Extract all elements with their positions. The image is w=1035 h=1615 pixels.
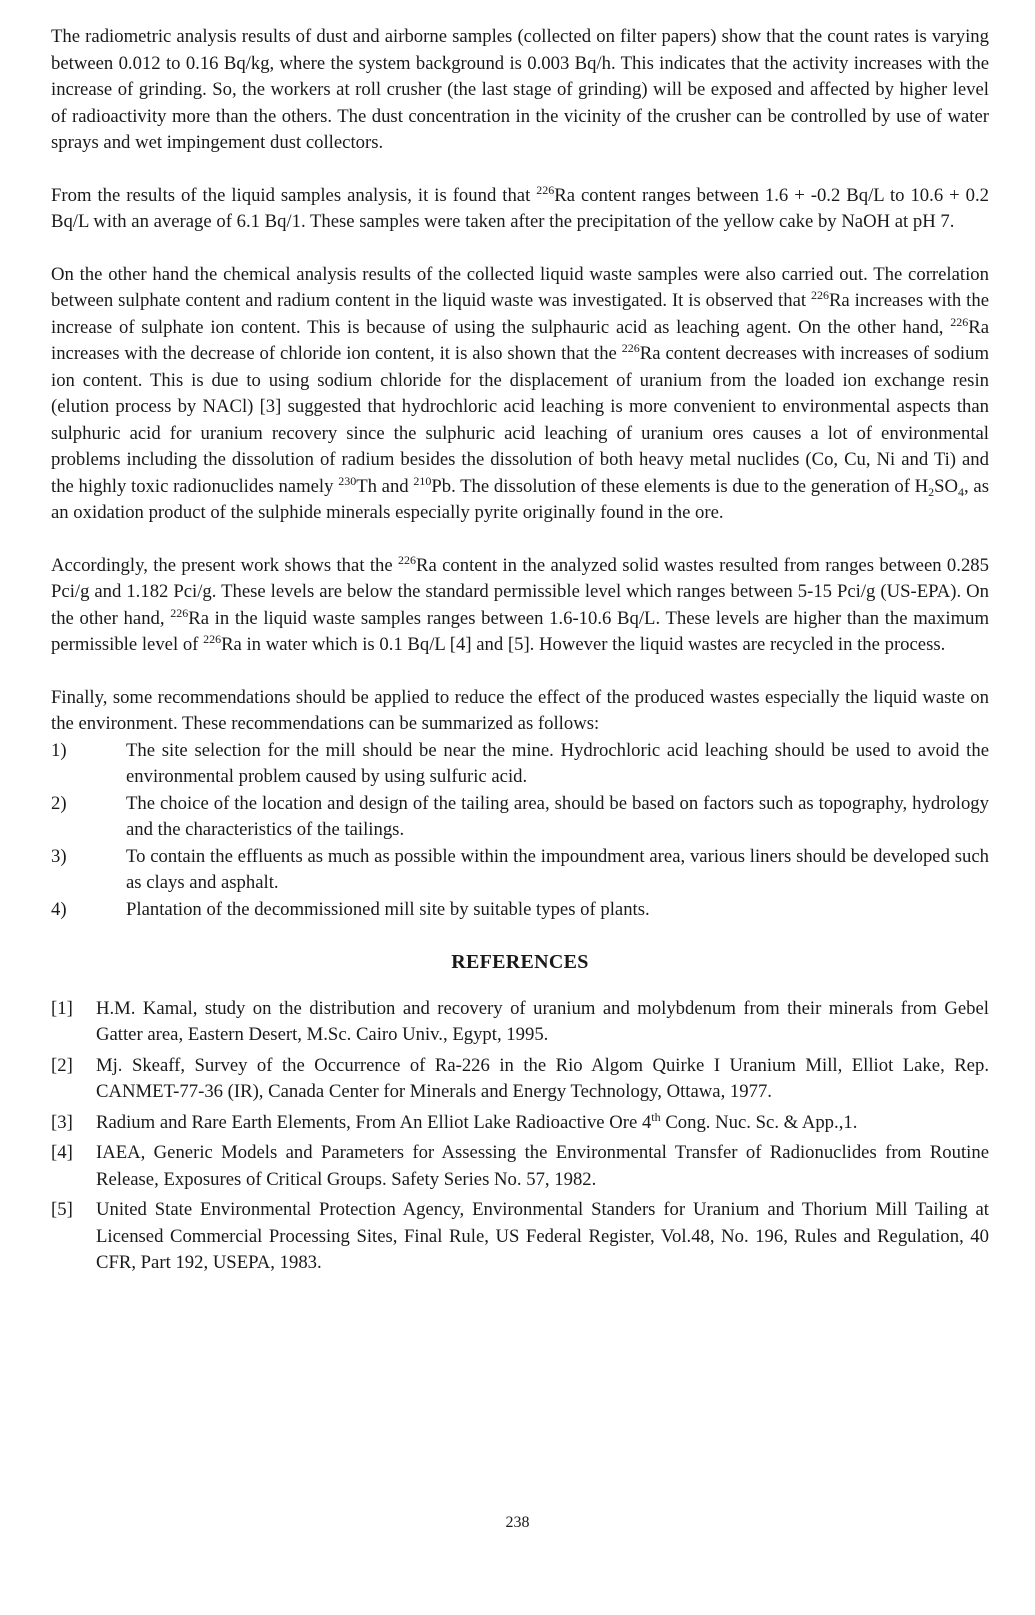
superscript: 226 — [170, 605, 189, 620]
text-run: On the other hand the chemical analysis results of the collected liquid waste samples were also carried out. The correlation between sulphate content and radium content in the liquid waste was investigated. It is observed that — [51, 263, 989, 311]
superscript: 226 — [536, 182, 555, 197]
text-run: From the results of the liquid samples analysis, it is found that — [51, 184, 537, 206]
recommendations-section — [51, 685, 989, 924]
subscript: 4 — [958, 484, 965, 499]
reference-item — [51, 996, 989, 1049]
text-run: , as an oxidation product of the sulphide minerals especially pyrite originally found in the ore. — [51, 475, 989, 523]
text-run: Ra in water which is 0.1 Bq/L [4] and [5]. However the liquid wastes are recycled in the process. — [221, 634, 946, 655]
superscript: 210 — [413, 473, 432, 488]
recommendation-text: Plantation of the decommissioned mill site by suitable types of plants. — [126, 898, 650, 920]
text-run: Ra in the liquid waste samples ranges between 1.6-10.6 Bq/L. These levels are higher than the maximum permissible level of — [51, 607, 989, 655]
page-number: 238 — [505, 1514, 530, 1531]
body-paragraphs — [51, 24, 989, 659]
text-run: Cong. Nuc. Sc. & App.,1. — [660, 1111, 858, 1133]
superscript: 230 — [338, 473, 357, 488]
recommendation-number: 3) — [51, 845, 67, 867]
reference-number: [2] — [51, 1054, 73, 1076]
text-run: Ra content ranges between 1.6 + -0.2 Bq/L to 10.6 + 0.2 Bq/L with an average of 6.1 Bq/1. These samples were taken after the precipitation of the yellow cake by NaOH at pH 7. — [51, 184, 989, 232]
body-paragraph — [51, 262, 989, 527]
text-run: SO — [934, 475, 959, 497]
reference-item — [51, 1197, 989, 1277]
reference-text — [96, 1055, 989, 1103]
recommendation-item — [51, 844, 989, 897]
references-list — [51, 996, 989, 1277]
body-paragraph — [51, 183, 989, 236]
superscript: 226 — [621, 341, 640, 355]
text-run: Accordingly, the present work shows that the — [51, 554, 399, 576]
reference-item — [51, 1053, 989, 1106]
recommendation-item — [51, 791, 989, 844]
recommendation-number: 4) — [51, 898, 67, 920]
recommendation-number: 1) — [51, 739, 67, 761]
text-run: Th and — [356, 475, 414, 497]
text-run: Ra content decreases with increases of sodium ion content. This is due to using sodium chloride for the displacement of uranium from the loaded ion exchange resin (elution process by NACl) [3] suggested that hydrochloric acid leaching is more convenient to environmental aspects than sulphuric acid for uranium recovery since the sulphuric acid leaching of uranium ores causes a lot of environmental problems including the dissolution of radium besides the dissolution of both heavy metal nuclides (Co, Cu, Ni and Ti) and the highly toxic radionuclides namely — [51, 343, 989, 497]
text-run: Ra increases with the increase of sulphate ion content. This is because of using the sulphauric acid as leaching agent. On the other hand, — [51, 290, 989, 338]
reference-number: [1] — [51, 997, 73, 1019]
superscript: 226 — [810, 288, 829, 302]
superscript: th — [651, 1109, 661, 1124]
superscript: 226 — [950, 314, 969, 329]
superscript: 226 — [203, 632, 222, 646]
recommendation-text: The choice of the location and design of the tailing area, should be based on factors such as topography, hydrology and the characteristics of the tailings. — [126, 792, 989, 840]
recommendation-text: The site selection for the mill should be near the mine. Hydrochloric acid leaching should be used to avoid the environmental problem caused by using sulfuric acid. — [126, 739, 989, 787]
text-run: The radiometric analysis results of dust and airborne samples (collected on filter papers) show that the count rates is varying between 0.012 to 0.16 Bq/kg, where the system background is 0.003 Bq/h. This indicates that the activity increases with the increase of grinding. So, the workers at roll crusher (the last stage of grinding) will be exposed and affected by higher level of radioactivity more than the others. The dust concentration in the vicinity of the crusher can be controlled by use of water sprays and wet impingement dust collectors. — [51, 26, 989, 153]
reference-number: [5] — [51, 1199, 73, 1220]
references-heading: REFERENCES — [451, 951, 589, 973]
text-run: Ra content in the analyzed solid wastes resulted from ranges between 0.285 Pci/g and 1.182 Pci/g. These levels are below the standard permissible level which ranges between 5-15 Pci/g (US-EPA). On the other hand, — [51, 554, 989, 629]
text-run: IAEA, Generic Models and Parameters for Assessing the Environmental Transfer of Radionuclides from Routine Release, Exposures of Critical Groups. Safety Series No. 57, 1982. — [96, 1142, 989, 1190]
reference-number: [3] — [51, 1111, 73, 1133]
recommendation-number: 2) — [51, 792, 67, 814]
body-paragraph — [51, 553, 989, 659]
reference-item — [51, 1110, 989, 1137]
text-run: Mj. Skeaff, Survey of the Occurrence of Ra-226 in the Rio Algom Quirke I Uranium Mill, Elliot Lake, Rep. CANMET-77-36 (IR), Canada Center for Minerals and Energy Technology, Ottawa, 1977. — [96, 1054, 989, 1102]
reference-text — [96, 1109, 858, 1133]
reference-text — [96, 1142, 989, 1190]
text-run: Pb. The dissolution of these elements is due to the generation of H — [431, 475, 929, 497]
reference-item — [51, 1140, 989, 1193]
recommendation-item — [51, 897, 989, 924]
recommendations-list — [51, 738, 989, 924]
recommendation-text: To contain the effluents as much as possible within the impoundment area, various liners should be developed such as clays and asphalt. — [126, 845, 989, 893]
reference-text — [96, 998, 989, 1046]
recommendations-intro: Finally, some recommendations should be applied to reduce the effect of the produced wastes especially the liquid waste on the environment. These recommendations can be summarized as follows: — [51, 686, 989, 734]
text-run: H.M. Kamal, study on the distribution and recovery of uranium and molybdenum from their minerals from Gebel Gatter area, Eastern Desert, M.Sc. Cairo Univ., Egypt, 1995. — [96, 997, 989, 1045]
reference-text — [96, 1199, 989, 1273]
text-run: Ra increases with the decrease of chloride ion content, it is also shown that the — [51, 316, 989, 364]
recommendation-item — [51, 738, 989, 791]
text-run: United State Environmental Protection Agency, Environmental Standers for Uranium and Thorium Mill Tailing at Licensed Commercial Processing Sites, Final Rule, US Federal Register, Vol.48, No. 196, Rules and Regulation, 40 CFR, Part 192, USEPA, 1983. — [96, 1199, 989, 1273]
body-paragraph — [51, 24, 989, 157]
subscript: 2 — [928, 484, 935, 499]
page-content — [51, 24, 989, 1281]
reference-number: [4] — [51, 1142, 73, 1163]
superscript: 226 — [398, 552, 417, 567]
text-run: Radium and Rare Earth Elements, From An Elliot Lake Radioactive Ore 4 — [96, 1111, 652, 1133]
